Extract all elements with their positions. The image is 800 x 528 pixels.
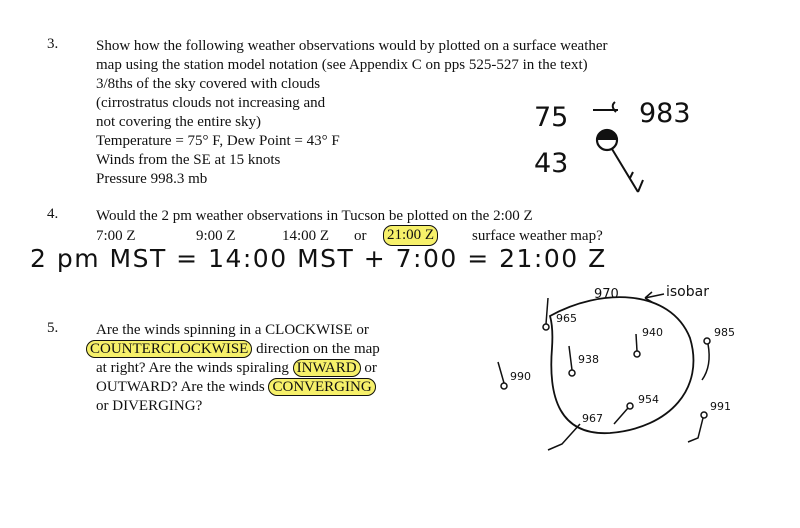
wind-barb <box>612 149 643 192</box>
station-990: 990 <box>510 370 531 383</box>
q3-line-7: Winds from the SE at 15 knots <box>96 152 281 168</box>
q5-text-outward: OUTWARD? Are the winds <box>96 379 269 395</box>
q5-line-4 <box>96 378 380 397</box>
q3-line-6: Temperature = 75° F, Dew Point = 43° F <box>96 133 340 149</box>
isobar-value: 970 <box>594 287 619 302</box>
q5-line-5: or DIVERGING? <box>96 398 203 414</box>
q5-clockwise: CLOCKWISE <box>265 322 353 338</box>
station-991: 991 <box>710 400 731 413</box>
station-temperature: 75 <box>534 102 569 133</box>
q5-text-a: Are the winds spinning in a <box>96 322 266 338</box>
q4-option-answer: 21:00 Z <box>383 225 438 246</box>
isobar-label: isobar <box>666 284 709 300</box>
q3-line-2: map using the station model notation (see Appendix C on pps 525-527 in the text) <box>96 57 588 73</box>
q4-option-3: 14:00 Z <box>282 228 330 244</box>
q5-text-direction: direction on the map <box>252 341 380 357</box>
station-dewpoint: 43 <box>534 148 569 179</box>
q4-option-or: or <box>354 228 367 244</box>
q5-text-or-2: or <box>360 360 377 376</box>
question-5-number: 5. <box>47 320 59 336</box>
q5-inward: INWARD <box>293 359 361 377</box>
q4-handwritten-answer: 2 pm MST = 14:00 MST + 7:00 = 21:00 Z <box>30 244 607 273</box>
q4-option-1: 7:00 Z <box>96 228 136 244</box>
q5-line-2 <box>90 340 380 359</box>
station-985: 985 <box>714 326 735 339</box>
q4-line-1: Would the 2 pm weather observations in Tucson be plotted on the 2:00 Z <box>96 208 533 224</box>
question-3-number: 3. <box>47 36 59 52</box>
q3-line-4: (cirrostratus clouds not increasing and <box>96 95 326 111</box>
q4-tail: surface weather map? <box>472 228 603 244</box>
station-965: 965 <box>556 312 577 325</box>
q5-converging: CONVERGING <box>268 378 375 396</box>
station-967: 967 <box>582 412 603 425</box>
station-pressure: 983 <box>639 98 691 129</box>
pressure-tendency-mark <box>593 102 618 112</box>
q3-line-1: Show how the following weather observations would by plotted on a surface weather <box>96 38 608 54</box>
q4-option-2: 9:00 Z <box>196 228 236 244</box>
question-5-text <box>90 321 380 416</box>
cloud-cover-fill <box>607 130 617 140</box>
station-954: 954 <box>638 393 659 406</box>
q3-line-3: 3/8ths of the sky covered with clouds <box>96 76 321 92</box>
q5-text-spiraling: at right? Are the winds spiraling <box>96 360 293 376</box>
q5-line-1 <box>96 321 380 340</box>
surface-map-sketch <box>490 278 790 478</box>
q5-counterclockwise: COUNTERCLOCKWISE <box>86 340 252 358</box>
q3-line-5: not covering the entire sky) <box>96 114 261 130</box>
q3-line-8: Pressure 998.3 mb <box>96 171 208 187</box>
question-4-number: 4. <box>47 206 59 222</box>
q5-line-3 <box>96 359 380 378</box>
station-938: 938 <box>578 353 599 366</box>
station-model <box>520 88 740 208</box>
q5-text-or-1: or <box>352 322 369 338</box>
station-940: 940 <box>642 326 663 339</box>
